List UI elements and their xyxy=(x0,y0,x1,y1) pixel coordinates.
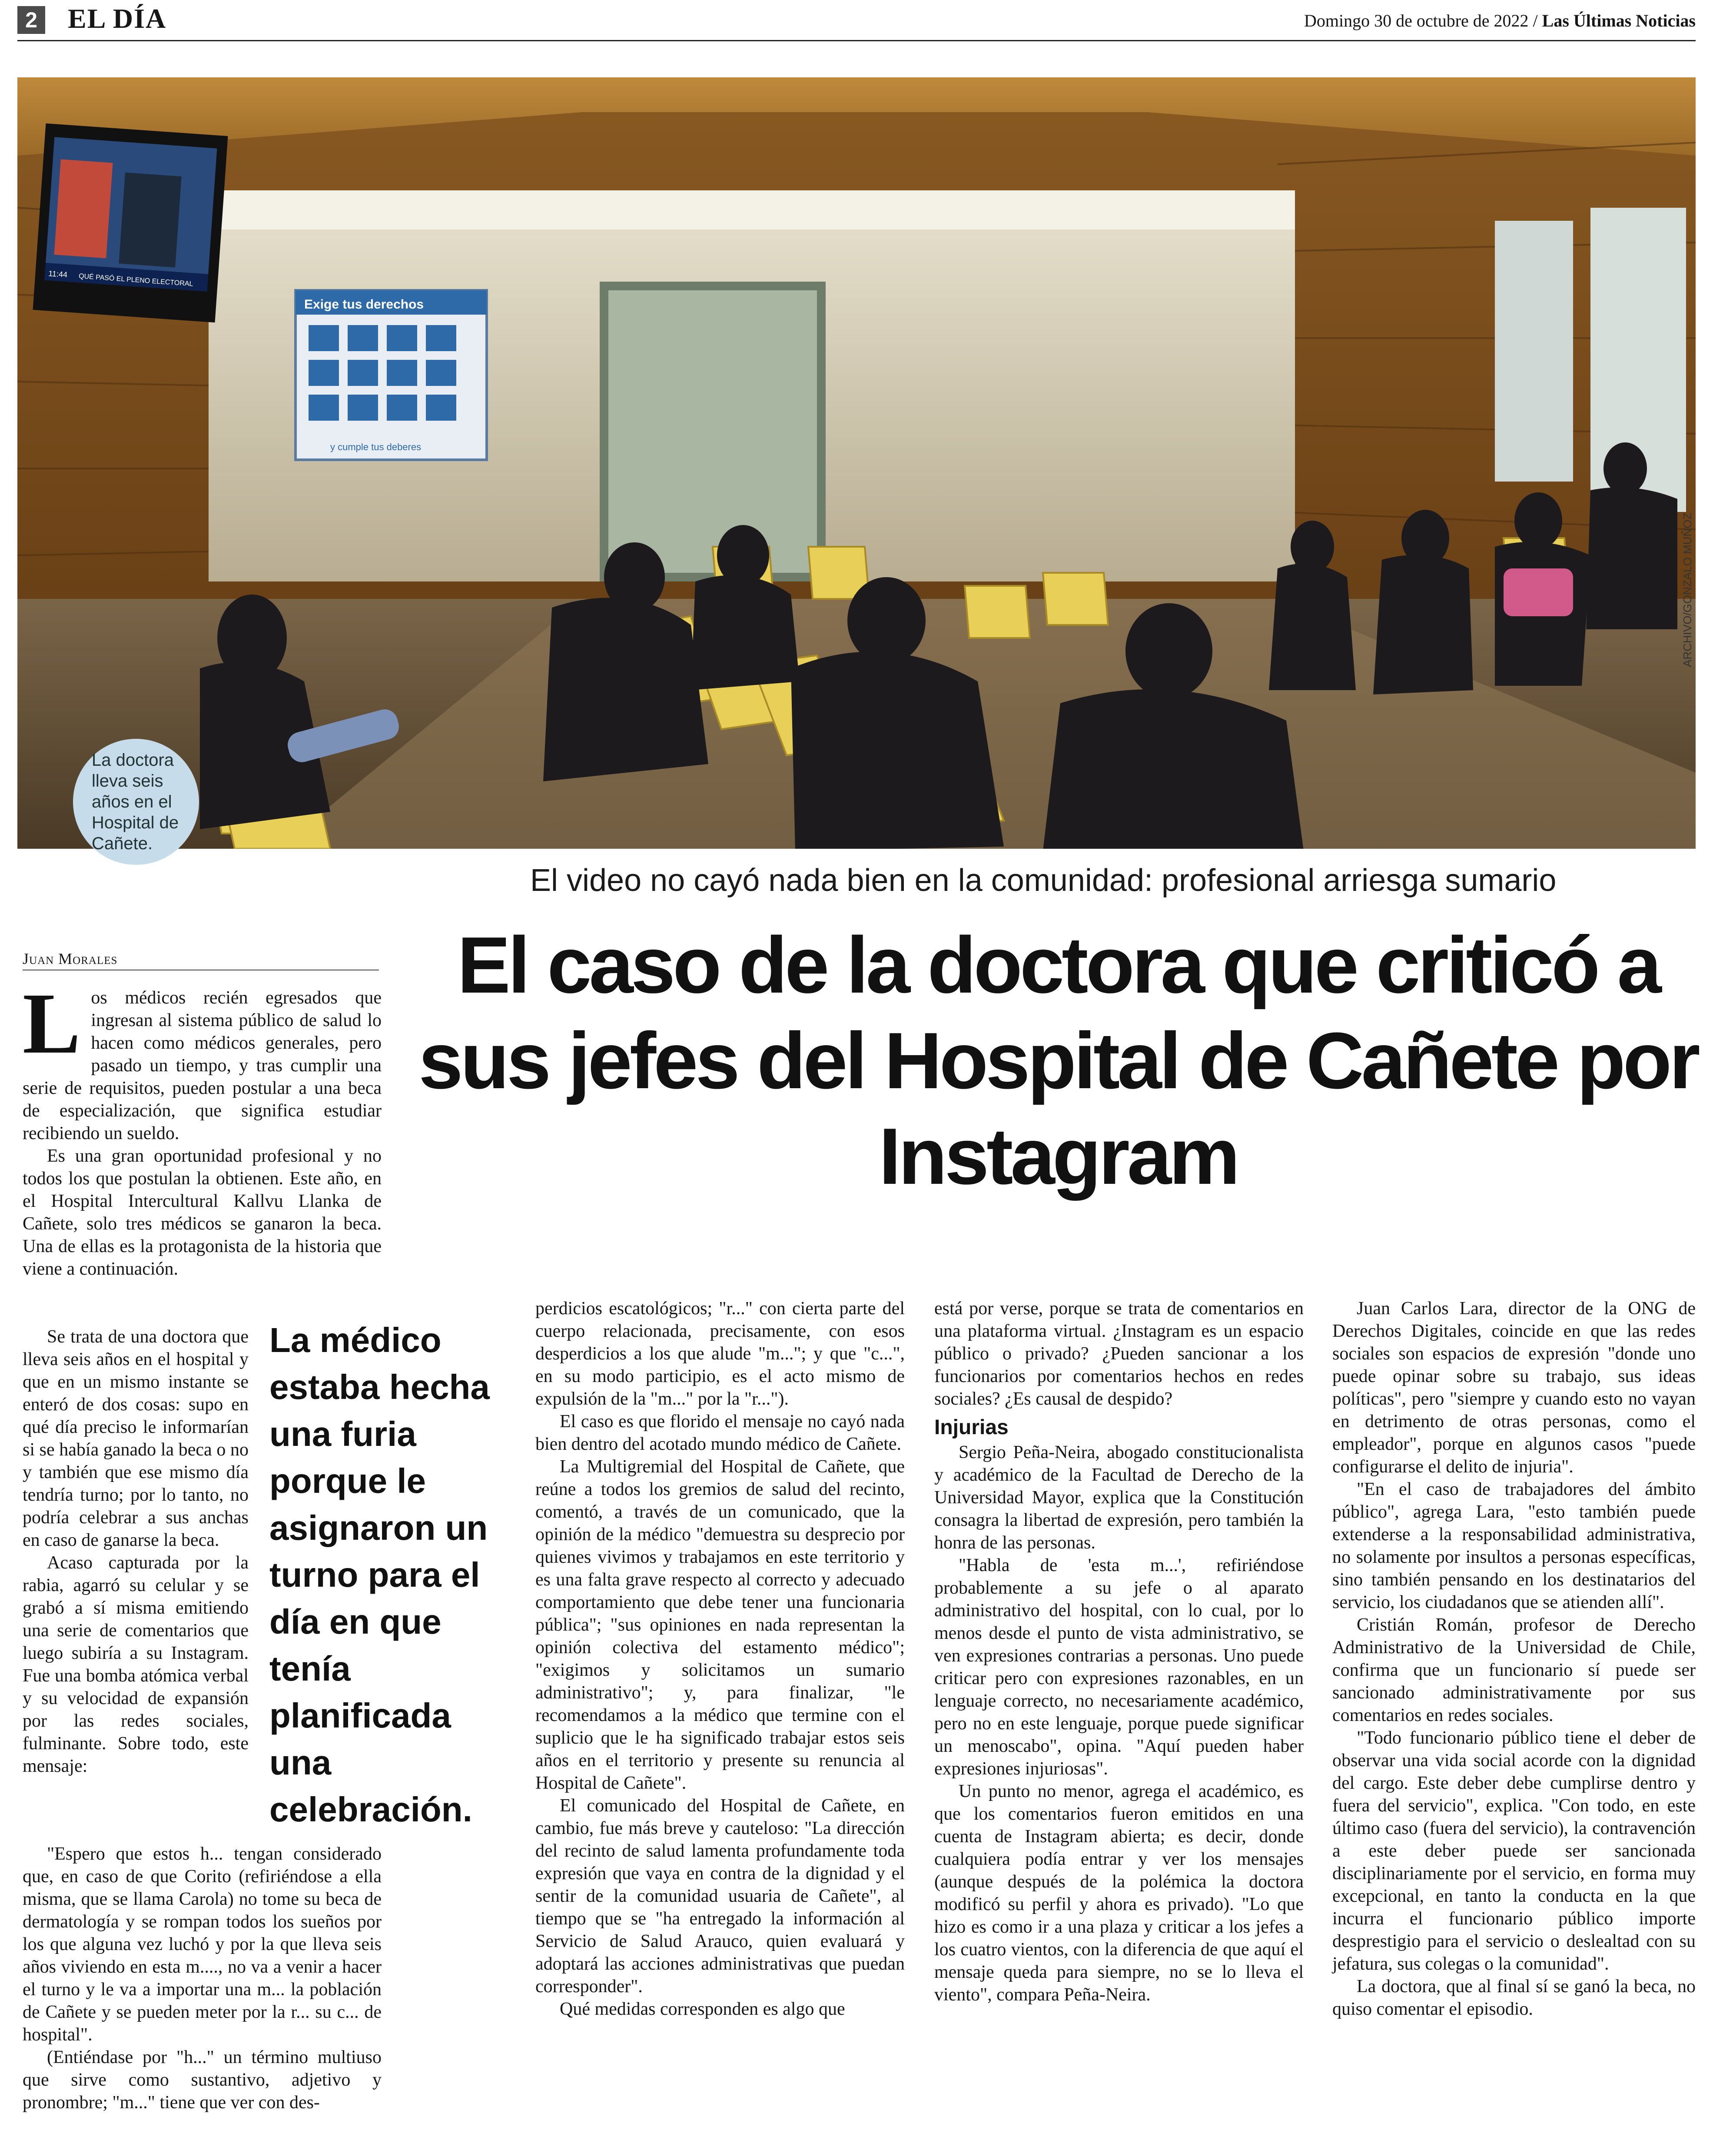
paragraph: Se trata de una doctora que lleva seis años en el hospital y que en un mismo instante se enteró de dos cosas: supo en qué día preciso le informarían si se había ganado la beca o no y también que ese mismo día tendría turno; por lo tanto, no podría celebrar a sus anchas en caso de ganarse la beca. xyxy=(23,1327,249,1550)
paragraph: Qué medidas corresponden es algo que xyxy=(560,1999,845,2019)
paragraph xyxy=(23,976,382,1145)
paragraph: La doctora, que al final sí se ganó la beca, no quiso comentar el episodio. xyxy=(1332,1977,1696,2019)
paragraph: está por verse, porque se trata de comentarios en una plataforma virtual. ¿Instagram es un espacio público o privado? ¿Pueden sancionar a los funcionarios por comentarios hechos en redes sociales? ¿Es causal de despido? xyxy=(934,1299,1304,1409)
dateline xyxy=(1304,10,1696,31)
paragraph: Juan Carlos Lara, director de la ONG de Derechos Digitales, coincide en que las redes sociales son espacios de expresión "donde uno puede opinar sobre su trabajo, sus ideas políticas", pero "siempre y cuando esto no vayan en detrimento de otras personas, como el empleador", porque en algunos casos "puede configurarse el delito de injuria". xyxy=(1332,1299,1696,1477)
paragraph: La Multigremial del Hospital de Cañete, que reúne a todos los gremios de salud del recinto, comentó, a través de un comunicado, que la opinión de la médico "demuestra su desprecio por quienes vivimos y trabajamos en este territorio y es una falta grave respecto al correcto y adecuado comportamiento que debe tener una funcionaria pública"; "sus opiniones en nada representan la opinión colectiva del estamento médico"; "exigimos y solicitamos un sumario administrativo"; y, para finalizar, "le recomendamos a la médico que termine con el suplicio que le ha significado trabajar estos seis años en el territorio y presente su renuncia al Hospital de Cañete". xyxy=(535,1457,905,1793)
pull-quote: La médico estaba hecha una furia porque le asignaron un turno para el día en que tenía planificada una celebración. xyxy=(269,1321,490,1829)
article-byline: Juan Morales xyxy=(23,950,379,970)
paragraph: El comunicado del Hospital de Cañete, en cambio, fue más breve y cauteloso: "La dirección del recinto de salud lamenta profundamente toda expresión que vaya en contra de la dignidad y el sentir de la comunidad usuaria de Cañete", al tiempo que se "ha entregado la información al Servicio de Salud Arauco, quien evaluará y adoptará las acciones administrativas que puedan corresponder". xyxy=(535,1796,905,1997)
paragraph: Es una gran oportunidad profesional y no todos los que postulan la obtienen. Este año, en el Hospital Intercultural Kallvu Llanka de Cañete, solo tres médicos se ganaron la beca. Una de ellas es la protagonista de la historia que viene a continuación. xyxy=(23,1146,382,1279)
photo-credit: ARCHIVO/GONZALO MUÑOZ xyxy=(1681,512,1694,667)
paragraph: "En el caso de trabajadores del ámbito público", agrega Lara, "esto también puede extenderse a la responsabilidad administrativa, no solamente por insultos a personas específicas, sino también pensando en los destinatarios del servicio, los ciudadanos que se atienden allí". xyxy=(1332,1479,1696,1612)
paragraph: (Entiéndase por "h..." un término multiuso que sirve como sustantivo, adjetivo y pronombre; "m..." tiene que ver con des- xyxy=(23,2047,382,2113)
paragraph: Acaso capturada por la rabia, agarró su celular y se grabó a sí misma emitiendo una serie de comentarios que luego subiría a su Instagram. Fue una bomba atómica verbal y su velocidad de expansión por las redes sociales, fulminante. Sobre todo, este mensaje: xyxy=(23,1553,249,1776)
paragraph: "Habla de 'esta m...', refiriéndose probablemente a su jefe o al aparato administrativo del hospital, con lo cual, por lo menos desde el punto de vista administrativo, se ven expresiones contrarias a personas. Uno puede criticar pero con expresiones razonables, en un lenguaje correcto, no necesariamente académico, pero no en este lenguaje, porque puede significar un menoscabo", opina. "Aquí pueden haber expresiones injuriosas". xyxy=(934,1555,1304,1779)
newspaper-name: Las Últimas Noticias xyxy=(1542,11,1696,30)
article-column-1-bottom xyxy=(23,1843,382,2114)
section-subhead: Injurias xyxy=(934,1416,1009,1439)
poster-title: Exige tus derechos xyxy=(304,297,424,312)
section-name: EL DÍA xyxy=(68,3,167,34)
hospital-waiting-room-photo xyxy=(17,77,1696,849)
issue-date: Domingo 30 de octubre de 2022 / xyxy=(1304,11,1542,30)
photo-caption xyxy=(73,739,199,865)
tv-headline: QUÉ PASÓ EL PLENO ELECTORAL xyxy=(78,272,193,288)
paragraph: Cristián Román, profesor de Derecho Administrativo de la Universidad de Chile, confirma que un funcionario sí puede ser sancionado administrativamente por sus comentarios en redes sociales. xyxy=(1332,1615,1696,1725)
paragraph-text: os médicos recién egresados que ingresan al sistema público de salud lo hacen como médicos generales, pero pasado un tiempo, y tras cumplir una serie de requisitos, pueden postular a una beca de especialización, que significa estudiar recibiendo un sueldo. xyxy=(23,988,382,1143)
article-column-1-top xyxy=(23,976,382,1280)
paragraph: El caso es que florido el mensaje no cayó nada bien dentro del acotado mundo médico de Cañete. xyxy=(535,1412,905,1454)
article-column-2 xyxy=(535,1297,905,2020)
poster-footer: y cumple tus deberes xyxy=(330,442,422,452)
masthead-rule xyxy=(17,40,1696,41)
article-kicker: El video no cayó nada bien en la comunidad: profesional arriesga sumario xyxy=(530,863,1557,898)
article-column-3 xyxy=(934,1297,1304,2006)
paragraph: Sergio Peña-Neira, abogado constitucionalista y académico de la Facultad de Derecho de la Universidad Mayor, explica que la Constitución consagra la libertad de expresión, pero también la honra de las personas. xyxy=(934,1442,1304,1553)
tv-time: 11:44 xyxy=(48,269,68,279)
photo-caption-text: La doctora lleva seis años en el Hospital de Cañete. xyxy=(92,751,179,853)
paragraph: "Espero que estos h... tengan considerado que, en caso de que Corito (refiriéndose a ella misma, que se llama Carola) no tome su beca de dermatología y se rompan todos los sueños por los que alguna vez luchó y por la que lleva seis años viviendo en esta m...., no va a venir a hacer el turno y le va a importar una m... la población de Cañete y se pueden meter por la r... su c... de hospital". xyxy=(23,1844,382,2045)
article-column-4 xyxy=(1332,1297,1696,2020)
paragraph: Un punto no menor, agrega el académico, es que los comentarios fueron emitidos en una cuenta de Instagram abierta; es decir, donde cualquiera podía entrar y ver los mensajes (aunque después de la polémica la doctora modificó su perfil y ahora es privado). "Lo que hizo es como ir a una plaza y criticar a los jefes a los cuatro vientos, con la diferencia de que aquí el mensaje queda para siempre, no se lo lleva el viento", compara Peña-Neira. xyxy=(934,1781,1304,2005)
article-column-1-middle xyxy=(23,1325,249,1777)
page-number: 2 xyxy=(17,6,45,34)
masthead xyxy=(17,0,1696,40)
drop-cap: L xyxy=(23,976,81,1072)
article-headline: El caso de la doctora que criticó a sus jefes del Hospital de Cañete por Instagram xyxy=(418,920,1698,1201)
paragraph: perdicios escatológicos; "r..." con cierta parte del cuerpo relacionada, precisamente, con esos desperdicios a los que alude "m..."; y que "c...", en su modo participio, es el acto mismo de expulsión de la "m..." por la "r..."). xyxy=(535,1299,905,1409)
paragraph: "Todo funcionario público tiene el deber de observar una vida social acorde con la dignidad del cargo. Este deber debe cumplirse dentro y fuera del servicio", explica. "Con todo, en este último caso (fuera del servicio), la contravención a este deber puede ser sancionada disciplinariamente por el servicio, en forma muy excepcional, en tanto la conducta en la que incurra el funcionario público importe desprestigio para el servicio o deslealtad con su jefatura, sus colegas o la comunidad". xyxy=(1332,1728,1696,1974)
